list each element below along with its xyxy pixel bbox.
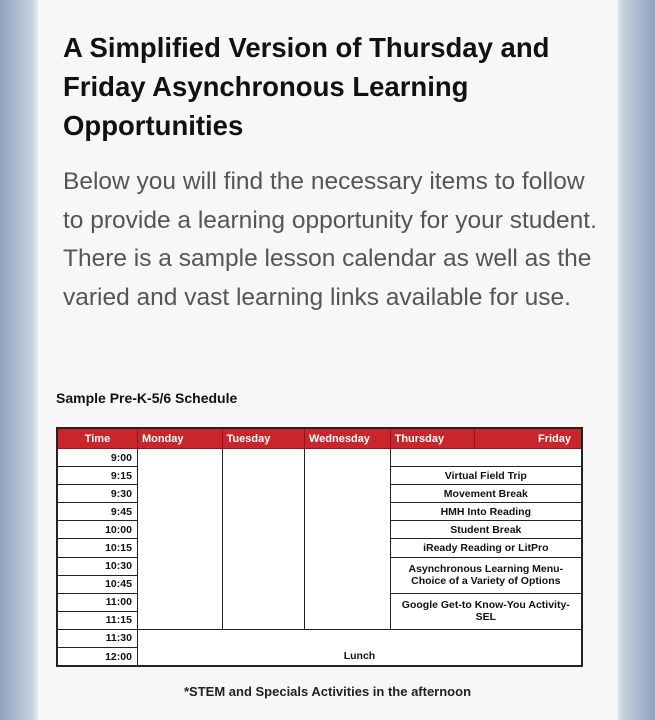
page-title: A Simplified Version of Thursday and Friday Asynchronous Learning Opportunities	[63, 32, 550, 141]
header-monday: Monday	[137, 428, 222, 449]
table-row	[57, 629, 582, 647]
activity-cell: Virtual Field Trip	[390, 467, 582, 485]
schedule-label: Sample Pre-K-5/6 Schedule	[56, 390, 238, 406]
table-header-row	[57, 428, 582, 449]
activity-cell: HMH Into Reading	[390, 503, 582, 521]
time-cell: 10:30	[57, 557, 137, 575]
activity-cell: Google Get-to Know-You Activity-SEL	[390, 593, 582, 629]
time-cell: 11:00	[57, 593, 137, 611]
header-tuesday: Tuesday	[222, 428, 305, 449]
document-page	[38, 0, 617, 720]
time-cell: 11:15	[57, 611, 137, 629]
wednesday-cell	[305, 449, 391, 630]
time-cell: 9:00	[57, 449, 137, 467]
activity-cell: iReady Reading or LitPro	[390, 539, 582, 557]
time-cell: 10:45	[57, 575, 137, 593]
header-friday: Friday	[475, 428, 582, 449]
activity-cell: Asynchronous Learning Menu-Choice of a Variety of Options	[390, 557, 582, 593]
time-cell: 12:00	[57, 648, 137, 667]
time-cell: 10:15	[57, 539, 137, 557]
time-cell: 9:30	[57, 485, 137, 503]
header-time: Time	[57, 428, 137, 449]
activity-cell: Student Break	[390, 521, 582, 539]
intro-paragraph: Below you will find the necessary items to follow to provide a learning opportunity for your student. There is a sample lesson calendar as well as the varied and vast learning links available for use.	[63, 168, 597, 311]
activity-cell-empty	[390, 449, 582, 467]
time-cell: 9:15	[57, 467, 137, 485]
monday-cell	[137, 449, 222, 630]
header-wednesday: Wednesday	[305, 428, 391, 449]
header-thursday: Thursday	[390, 428, 475, 449]
tuesday-cell	[222, 449, 305, 630]
time-cell: 9:45	[57, 503, 137, 521]
schedule-table	[56, 427, 583, 667]
lunch-cell	[137, 629, 582, 666]
footnote: *STEM and Specials Activities in the afternoon	[183, 684, 472, 699]
time-cell: 11:30	[57, 629, 137, 647]
lunch-label: Lunch	[343, 649, 376, 662]
table-row	[57, 449, 582, 467]
time-cell: 10:00	[57, 521, 137, 539]
activity-cell: Movement Break	[390, 485, 582, 503]
